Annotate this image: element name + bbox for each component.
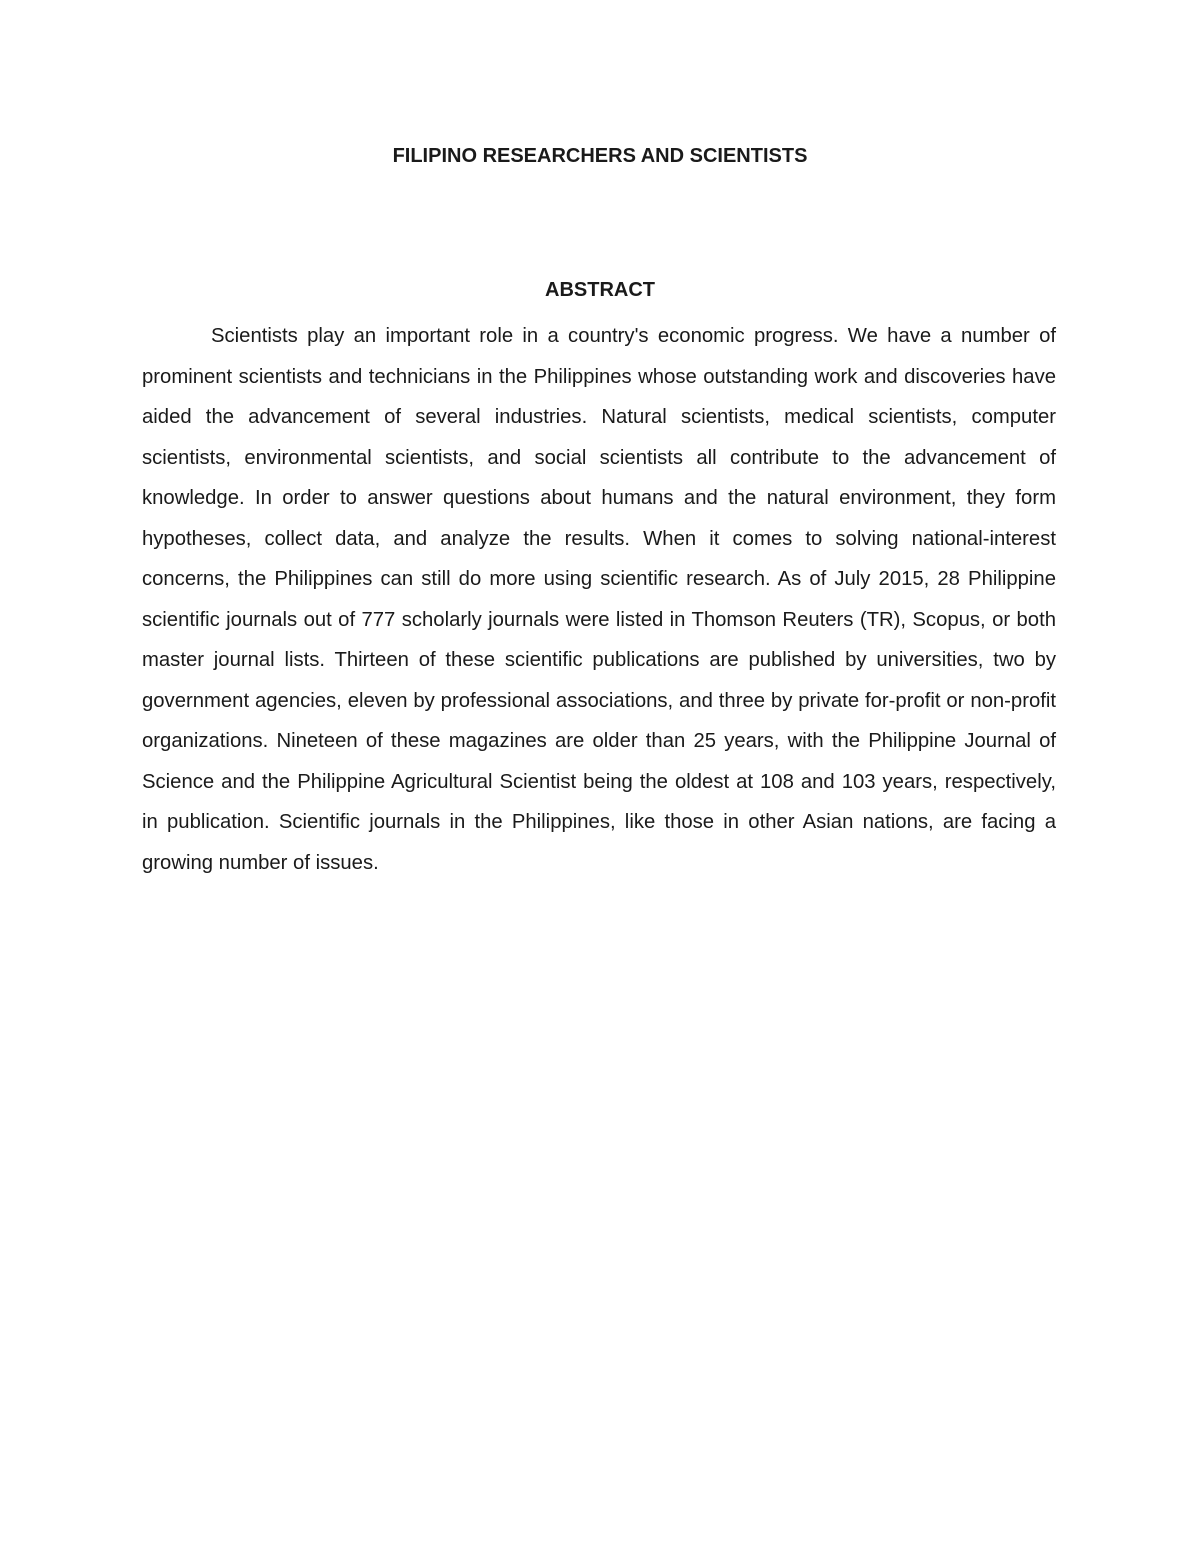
- abstract-paragraph: Scientists play an important role in a country's economic progress. We have a number of prominent scientists and technicians in the Philippines whose outstanding work and discoveries have aided the advancement of several industries. Natural scientists, medical scientists, computer scientists, environmental scientists, and social scientists all contribute to the advancement of knowledge. In order to answer questions about humans and the natural environment, they form hypotheses, collect data, and analyze the results. When it comes to solving national-interest concerns, the Philippines can still do more using scientific research. As of July 2015, 28 Philippine scientific journals out of 777 scholarly journals were listed in Thomson Reuters (TR), Scopus, or both master journal lists. Thirteen of these scientific publications are published by universities, two by government agencies, eleven by professional associations, and three by private for-profit or non-profit organizations. Nineteen of these magazines are older than 25 years, with the Philippine Journal of Science and the Philippine Agricultural Scientist being the oldest at 108 and 103 years, respectively, in publication. Scientific journals in the Philippines, like those in other Asian nations, are facing a growing number of issues.: [142, 325, 1056, 874]
- abstract-heading: ABSTRACT: [545, 279, 655, 301]
- document-title: FILIPINO RESEARCHERS AND SCIENTISTS: [392, 145, 808, 167]
